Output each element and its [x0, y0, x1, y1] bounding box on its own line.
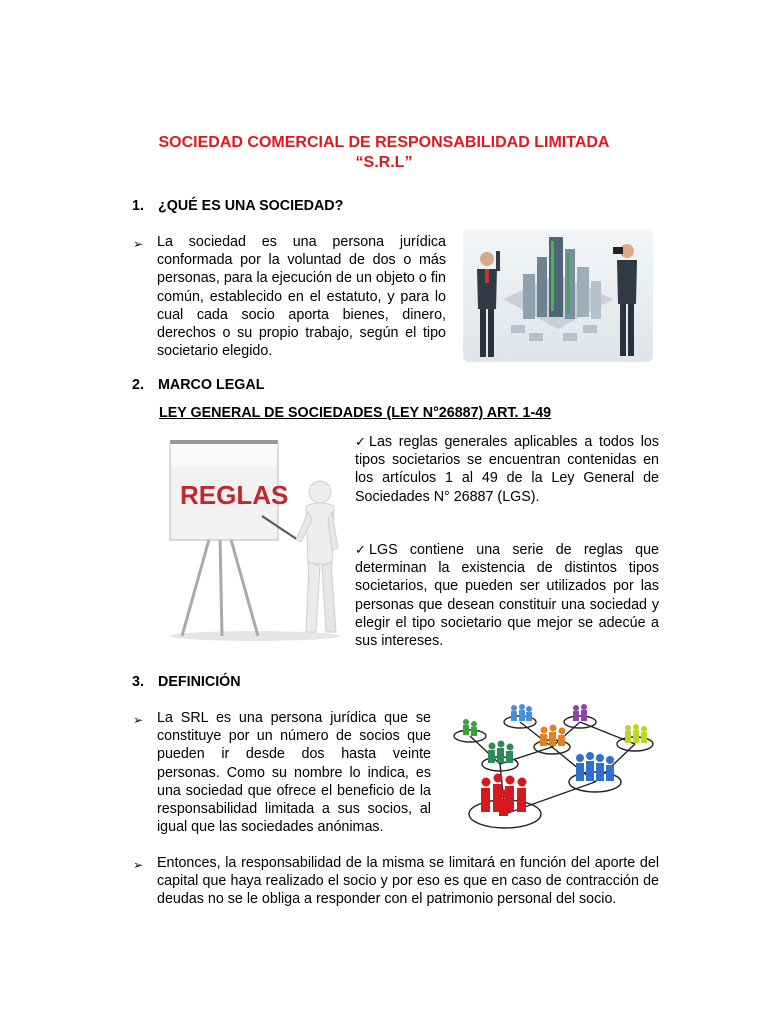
- business-city-illustration: [463, 229, 653, 362]
- check-icon: ✓: [355, 434, 366, 449]
- section-3-heading: [132, 673, 241, 691]
- section-2-title: MARCO LEGAL: [158, 377, 265, 393]
- section-3-title: DEFINICIÓN: [158, 674, 241, 690]
- document-subtitle: “S.R.L”: [355, 154, 413, 171]
- section-2-point-1: Las reglas generales aplicables a todos los tipos societarios se encuentran contenidas en los artículos 1 al 49 de la Ley General de Sociedades N° 26887 (LGS).: [355, 434, 659, 505]
- check-icon: ✓: [355, 542, 366, 557]
- reglas-label: REGLAS: [180, 480, 289, 510]
- bullet-arrow-icon: ➢: [133, 713, 144, 727]
- network-people-image: [440, 702, 662, 842]
- rules-easel-illustration: [160, 436, 350, 641]
- section-3-number: 3.: [132, 674, 144, 690]
- law-title: LEY GENERAL DE SOCIEDADES (LEY N°26887) ART. 1-49: [159, 405, 552, 421]
- section-1-heading: [132, 197, 343, 215]
- bullet-arrow-icon: ➢: [133, 237, 144, 251]
- section-2-point-2: LGS contiene una serie de reglas que determinan la existencia de distintos tipos societarios, que pueden ser utilizados por las personas que desean constituir una sociedad y elegir el tipo societario que mejor se adecúe a sus intereses.: [355, 542, 659, 650]
- rules-easel-image: [160, 436, 350, 641]
- section-2-heading: [132, 376, 264, 394]
- section-3-text-1: La SRL es una persona jurídica que se constituye por un número de socios que pueden ir desde dos hasta veinte personas. Como su nombre lo indica, es una sociedad que ofrece el beneficio de la responsabilidad limitada a sus socios, al igual que las sociedades anónimas.: [157, 710, 431, 836]
- section-3-text-2: Entonces, la responsabilidad de la misma se limitará en función del aporte del capital que haya realizado el socio y por eso es que en caso de contracción de deudas no se le obliga a responder con el patrimonio personal del socio.: [157, 855, 659, 908]
- section-1-title: ¿QUÉ ES UNA SOCIEDAD?: [158, 198, 344, 214]
- network-people-illustration: [440, 702, 662, 842]
- document-title: SOCIEDAD COMERCIAL DE RESPONSABILIDAD LIMITADA: [158, 134, 610, 151]
- section-1-text: La sociedad es una persona jurídica conformada por la voluntad de dos o más personas, para la ejecución de un objeto o fin común, establecido en el estatuto, y para lo cual cada socio aporta bienes, dinero, derechos o su propio trabajo, según el tipo societario elegido.: [157, 234, 446, 360]
- business-city-image: [463, 229, 653, 362]
- section-1-number: 1.: [132, 198, 144, 214]
- section-2-number: 2.: [132, 377, 144, 393]
- bullet-arrow-icon: ➢: [133, 858, 144, 872]
